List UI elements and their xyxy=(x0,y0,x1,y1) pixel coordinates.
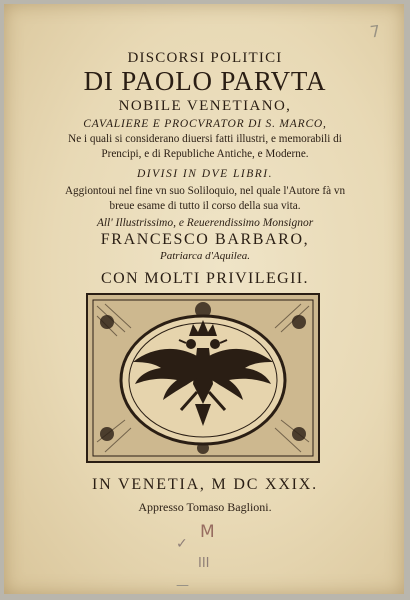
author-rank: NOBILE VENETIANO, xyxy=(118,98,292,114)
pencil-tick: ✓ xyxy=(176,536,188,552)
pencil-mark-bottom: — xyxy=(176,578,189,593)
shelfmark-letter: M xyxy=(200,522,215,542)
printer-device-eagle-icon xyxy=(85,292,321,464)
title-line-1: DISCORSI POLITICI xyxy=(127,50,283,66)
imprint-printer: Appresso Tomaso Baglioni. xyxy=(138,500,272,514)
author-line: DI PAOLO PARVTA xyxy=(83,66,327,96)
division-note: DIVISI IN DVE LIBRI. xyxy=(136,168,274,180)
addition-line-2: breue esame di tutto il corso della sua vita. xyxy=(109,200,301,212)
subtitle-line-2: Prencipi, e di Republiche Antiche, e Moderne. xyxy=(101,148,309,160)
pencil-mark-top: 7 xyxy=(368,21,382,42)
privileges-line: CON MOLTI PRIVILEGII. xyxy=(101,270,309,287)
author-office: CAVALIERE E PROCVRATOR DI S. MARCO, xyxy=(83,118,327,130)
shelfmark-numeral: III xyxy=(198,556,210,571)
subtitle-line-1: Ne i quali si considerano diuersi fatti illustri, e memorabili di xyxy=(68,133,342,145)
dedicatee-name: FRANCESCO BARBARO, xyxy=(100,231,310,248)
dedicatee-title: Patriarca d'Aquilea. xyxy=(160,250,250,262)
addition-line-1: Aggiontoui nel fine vn suo Soliloquio, nel quale l'Autore fà vn xyxy=(64,185,346,197)
imprint-place-date: IN VENETIA, M DC XXIX. xyxy=(92,476,318,493)
dedication-line: All' Illustrissimo, e Reuerendissimo Monsignor xyxy=(96,217,314,229)
